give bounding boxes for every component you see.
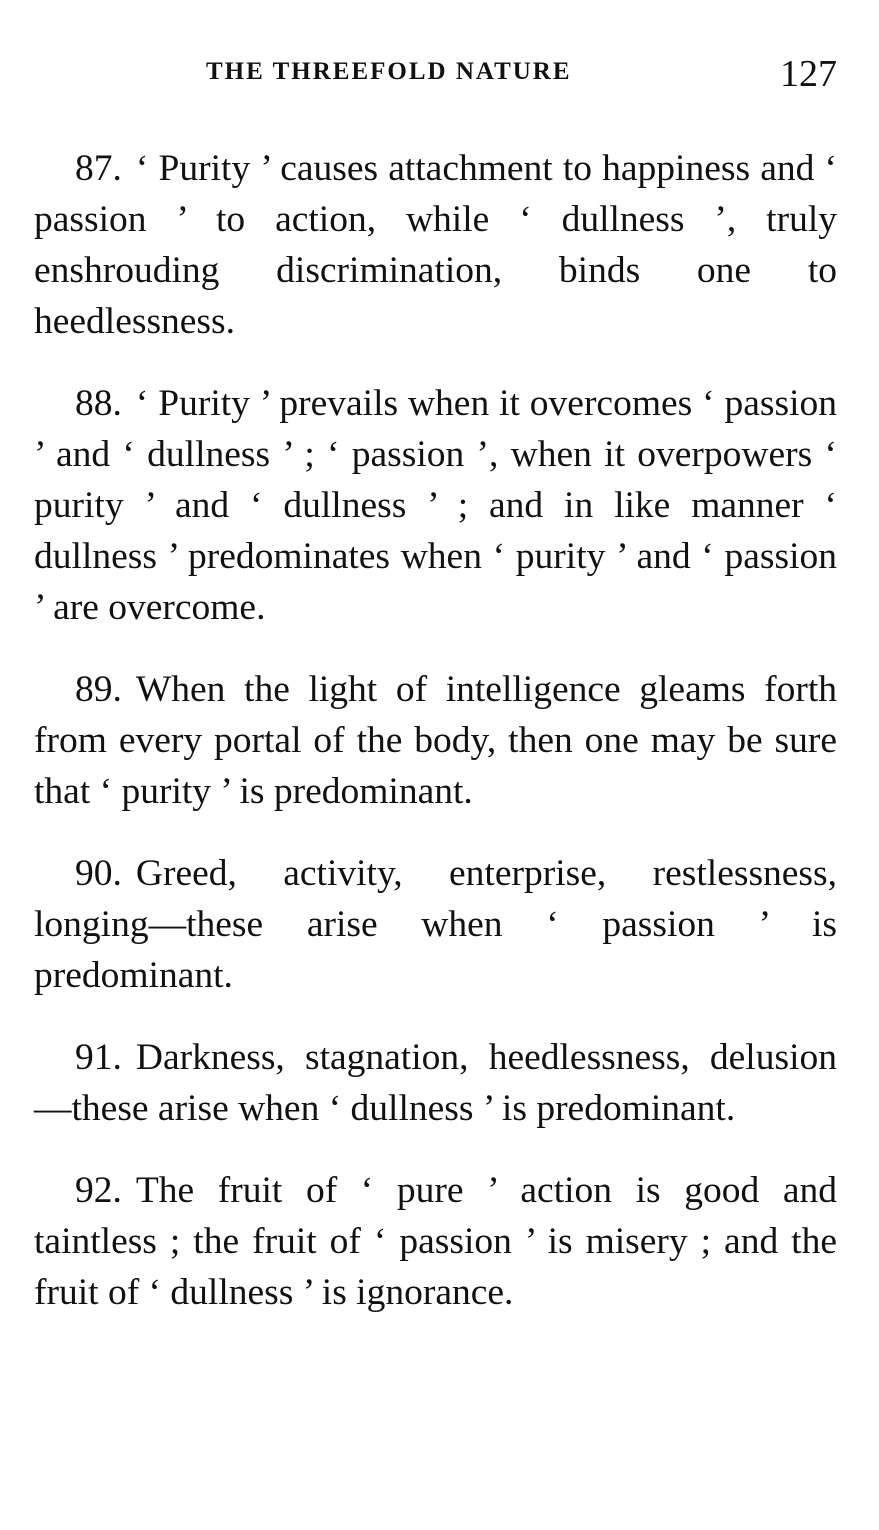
verse-text: Greed, activity, enterprise, restlessness, longing—these arise when ‘ passion ’ is predominant. [34,853,837,996]
verse-text: The fruit of ‘ pure ’ action is good and taintless ; the fruit of ‘ passion ’ is misery ; and the fruit of ‘ dullness ’ is ignorance. [34,1170,837,1313]
verse-90 [34,848,837,1001]
verse-text: Darkness, stagnation, heedlessness, delusion—these arise when ‘ dullness ’ is predominant. [34,1037,837,1129]
verse-number: 89. [75,669,122,710]
verse-92 [34,1165,837,1318]
verse-87 [34,143,837,347]
verse-text: When the light of intelligence gleams forth from every portal of the body, then one may be sure that ‘ purity ’ is predominant. [34,669,837,812]
verse-number: 92. [75,1170,122,1211]
verse-88 [34,378,837,633]
verse-number: 87. [75,148,122,189]
verse-text: ‘ Purity ’ prevails when it overcomes ‘ passion ’ and ‘ dullness ’ ; ‘ passion ’, when it overpowers ‘ purity ’ and ‘ dullness ’ ; and in like manner ‘ dullness ’ predominates when ‘ purity ’ and ‘ passion ’ are overcome. [34,383,837,628]
running-title: THE THREEFOLD NATURE [206,58,572,85]
verse-number: 88. [75,383,122,424]
page-header [34,50,837,100]
verse-91 [34,1032,837,1134]
verse-text: ‘ Purity ’ causes attachment to happiness and ‘ passion ’ to action, while ‘ dullness ’, truly enshrouding discrimination, binds one to heedlessness. [34,148,837,342]
verse-89 [34,664,837,817]
verse-list [34,143,837,1318]
page-number: 127 [780,53,837,95]
verse-number: 91. [75,1037,122,1078]
verse-number: 90. [75,853,122,894]
